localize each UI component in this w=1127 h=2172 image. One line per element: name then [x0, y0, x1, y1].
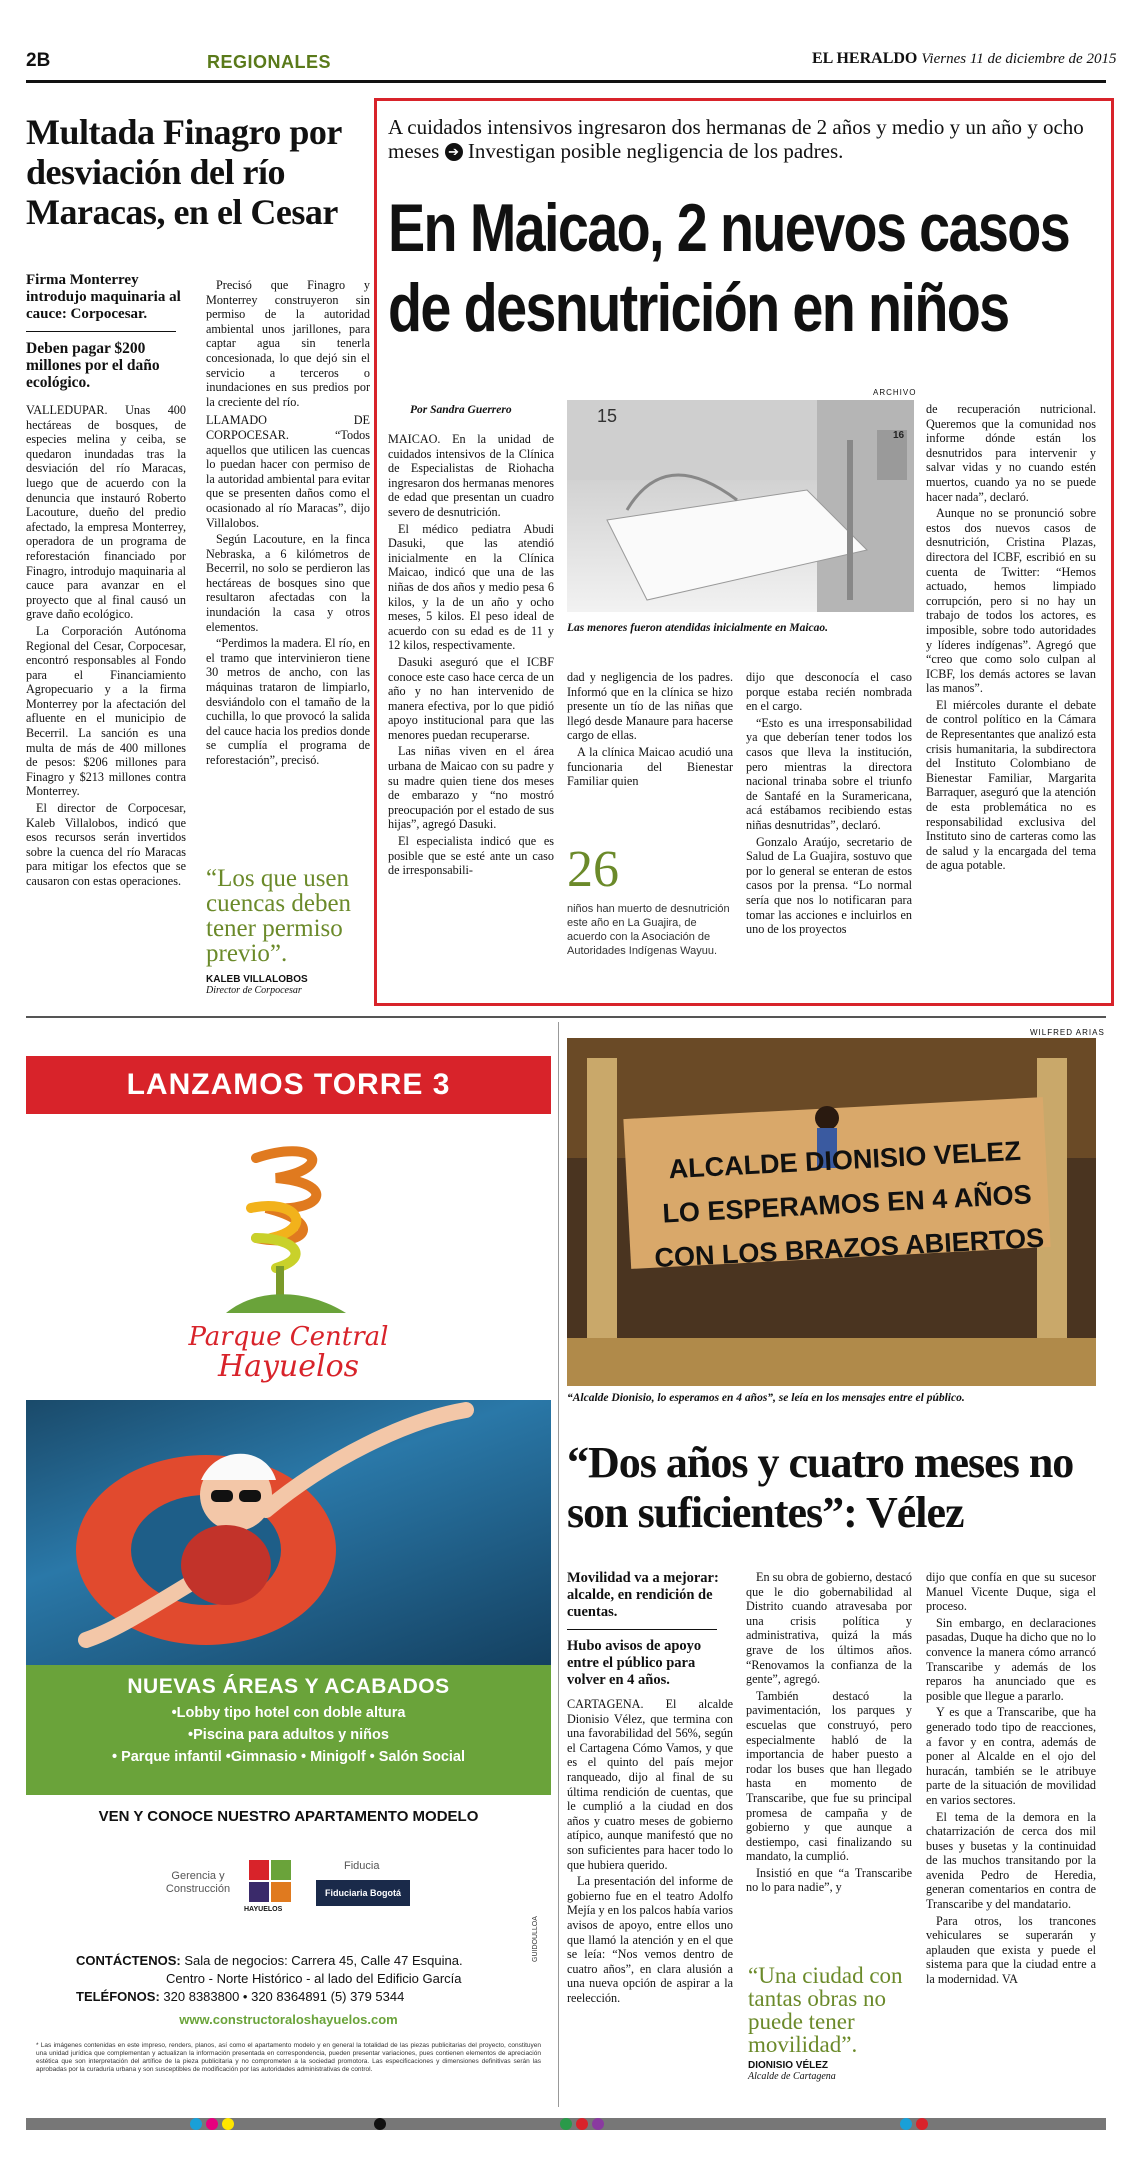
finagro-col2	[206, 278, 370, 770]
finagro-col1	[26, 272, 186, 891]
registration-dot	[900, 2118, 912, 2130]
velez-para: Y es que a Transcaribe, que ha generado todo tipo de reacciones, a favor y en contra, además de poner al Alcalde en el ojo del huracán, también se le atribuye parte de la situación de movilidad en varios sectores.	[926, 1705, 1096, 1807]
velez-para: CARTAGENA. El alcalde Dionisio Vélez, que termina con una favorabilidad del 56%, según el Cartagena Cómo Vamos, y que es el quinto del país mejor ranqueado, dijo al final de su última rendición de cuentas, que le cumplió a la ciudad en dos años y cuatro meses de gobierno atípico, aunque manifestó que no son suficientes para hacer todo lo que hubiera querido.	[567, 1697, 733, 1872]
banner-line1: ALCALDE DIONISIO VELEZ	[667, 1135, 1022, 1185]
finagro-pullquote	[206, 866, 366, 996]
masthead	[812, 50, 1116, 68]
ad-contact	[76, 1952, 536, 2006]
banner-line2: LO ESPERAMOS EN 4 AÑOS	[661, 1179, 1033, 1229]
maicao-para: El especialista indicó que es posible que se esté ante un caso de irresponsabili-	[388, 834, 554, 878]
banner-line3: CON LOS BRAZOS ABIERTOS	[653, 1222, 1045, 1274]
velez-headline: “Dos años y cuatro meses no son suficientes”: Vélez	[567, 1438, 1074, 1537]
section-divider	[26, 1016, 1106, 1018]
maicao-photo-credit: ARCHIVO	[873, 388, 917, 397]
velez-col2	[746, 1570, 912, 1897]
brand-line2: Hayuelos	[217, 1349, 360, 1384]
maicao-para: El médico pediatra Abudi Dasuki, que las atendió inicialmente en la Clínica Maicao, indicó que una de las niñas de dos años y medio pesa 6 kilos, y la de un año y ocho meses, 5 kilos. El peso ideal de acuerdo con su edad es de 11 y 12 kilos, respectivamente.	[388, 521, 554, 653]
maicao-headline	[388, 188, 1108, 358]
finagro-headline: Multada Finagro por desviación del río Maracas, en el Cesar	[26, 112, 342, 232]
maicao-stat	[567, 842, 733, 958]
date: Viernes 11 de diciembre de 2015	[921, 51, 1117, 67]
contact-label: CONTÁCTENOS:	[76, 1953, 181, 1968]
feature2: •Piscina para adultos y niños	[188, 1727, 389, 1743]
maicao-col1	[388, 432, 554, 880]
features-title: NUEVAS ÁREAS Y ACABADOS	[127, 1675, 450, 1698]
registration-dot	[916, 2118, 928, 2130]
maicao-para: Dasuki aseguró que el ICBF conoce este caso hace cerca de un año y no han intervenido de manera efectiva, por lo que pidió apoyo institucional para que las menores puedan recuperarse.	[388, 654, 554, 742]
girl-floating-photo	[26, 1400, 551, 1665]
stat-text: niños han muerto de desnutrición este año en La Guajira, de acuerdo con la Asociación de Autoridades Indígenas Wayuu.	[567, 903, 730, 957]
velez-para: dijo que confía en que su sucesor Manuel Vicente Duque, siga el proceso.	[926, 1570, 1096, 1614]
contact-text2: Centro - Norte Histórico - al lado del Edificio García	[166, 1971, 462, 1986]
sub-divider	[567, 1629, 717, 1630]
advertisement[interactable]	[26, 1022, 551, 2107]
velez-para: Para otros, los trancones vehiculares se superarán y aplauden que exista y puede el sistema para que la ciudad entre a la modernidad. VA	[926, 1913, 1096, 1987]
fiduciaria-logo: Fiduciaria Bogotá	[316, 1880, 410, 1906]
registration-dot	[374, 2118, 386, 2130]
maicao-photo-caption: Las menores fueron atendidas inicialmente en Maicao.	[567, 622, 828, 634]
tree-logo-icon	[196, 1138, 376, 1323]
registration-dot	[576, 2118, 588, 2130]
maicao-para: El miércoles durante el debate de control político en la Cámara de Representantes que analizó esta crisis humanitaria, la subdirectora del Instituto Colombiano de Bienestar Familiar, Margarita Barraquer, aseguró que la atención de esta problemática no es responsabilidad exclusiva del Instituto sino de carteras como las de salud y la encargada del tema de agua potable.	[926, 697, 1096, 873]
velez-col1	[567, 1570, 733, 2007]
phones-label: TELÉFONOS:	[76, 1989, 160, 2004]
velez-sub1: Movilidad va a mejorar: alcalde, en rendición de cuentas.	[567, 1570, 719, 1620]
header-rule	[26, 80, 1106, 83]
finagro-sub2: Deben pagar $200 millones por el daño ecológico.	[26, 340, 160, 391]
headline-line2: de desnutrición en niños	[388, 270, 1009, 346]
ad-visit: VEN Y CONOCE NUESTRO APARTAMENTO MODELO	[98, 1808, 479, 1825]
maicao-para: Aunque no se pronunció sobre estos dos nuevos casos de desnutrición, Cristina Plazas, directora del ICBF, escribió en su cuenta de Twitter: “Hemos actuado, hemos limpiado corrupción, pero si no hay un trabajo de todos los actores, es imposible, sobre todo autoridades y líderes indígenas”. Agregó que “creo que como solo culpan al ICBF, los demás actores se lavan las manos”.	[926, 506, 1096, 696]
hayuelos-logo-icon	[249, 1860, 293, 1904]
section-label: REGIONALES	[207, 52, 332, 72]
finagro-sub1: Firma Monterrey introdujo maquinaria al cauce: Corpocesar.	[26, 272, 181, 322]
ad-pool-photo	[26, 1400, 551, 1665]
maicao-col2	[567, 670, 733, 791]
velez-para: Insistió en que “a Transcaribe no lo para nadie”, y	[746, 1865, 912, 1895]
velez-quote-author: DIONISIO VÉLEZ	[748, 2060, 829, 2071]
banner-text	[634, 1127, 1060, 1281]
maicao-para: dijo que desconocía el caso porque estaba recién nombrada en el cargo.	[746, 670, 912, 714]
registration-dot	[222, 2118, 234, 2130]
feature3: • Parque infantil •Gimnasio • Minigolf • Salón Social	[111, 1749, 466, 1765]
finagro-para: La Corporación Autónoma Regional del Cesar, Corpocesar, encontró responsables al Fondo para el Financiamiento Agropecuario y a la firma Monterrey por la afectación del afluente en el municipio de Becerril. La sanción es una multa de más de 400 millones de pesos: $206 millones para Finagro y $213 millones contra Monterrey.	[26, 623, 186, 799]
velez-photo	[567, 1038, 1096, 1386]
ad-brand	[26, 1322, 551, 1382]
velez-para: En su obra de gobierno, destacó que le dio gobernabilidad al Distrito cuando atravesaba por una crisis política y administrativa, quizá la más grave de los últimos años. “Renovamos la confianza de la gente”, agregó.	[746, 1570, 912, 1687]
photo-number2: 16	[893, 430, 905, 441]
paper-name: EL HERALDO	[812, 50, 918, 67]
column-divider	[558, 1022, 559, 2107]
finagro-quote-role: Director de Corpocesar	[206, 985, 302, 996]
feature1: •Lobby tipo hotel con doble altura	[171, 1705, 406, 1721]
velez-pullquote	[748, 1964, 914, 2082]
maicao-col3	[746, 670, 912, 939]
phones: 320 8383800 • 320 8364891 (5) 379 5344	[163, 1989, 405, 2004]
maicao-para: Las niñas viven en el área urbana de Maicao con su padre y su madre quien tiene dos meses de embarazo y “no mostró preocupación por el estado de sus hijas”, agregó Dasuki.	[388, 744, 554, 832]
velez-sub2: Hubo avisos de apoyo entre el público para volver en 4 años.	[567, 1638, 702, 1688]
hayuelos-small: HAYUELOS	[244, 1906, 283, 1913]
photo-number: 15	[597, 406, 618, 426]
stat-number: 26	[567, 841, 619, 898]
finagro-para: “Perdimos la madera. El río, en el tramo que intervinieron tiene 30 metros de ancho, con las máquinas trataron de limpiarlo, desviándolo con el tamaño de la cuchilla, lo que provocó la salida del cauce hacia los predios donde se cumplía el programa de reforestación”, precisó.	[206, 636, 370, 767]
registration-dot	[206, 2118, 218, 2130]
registration-dot	[592, 2118, 604, 2130]
maicao-photo	[567, 400, 914, 612]
page-number: 2B	[26, 50, 51, 71]
contact-text: Sala de negocios: Carrera 45, Calle 47 Esquina.	[184, 1953, 463, 1968]
velez-photo-credit: WILFRED ARIAS	[1030, 1028, 1105, 1037]
maicao-para: MAICAO. En la unidad de cuidados intensivos de la Clínica de Especialistas de Riohacha ingresaron dos hermanas menores de edad que presentan un cuadro severo de desnutrición.	[388, 432, 554, 519]
velez-para: Sin embargo, en declaraciones pasadas, Duque ha dicho que no lo convence la manera cómo arrancó Transcaribe y además de los reparos ha anunciado que es posible que llegue a pararlo.	[926, 1615, 1096, 1703]
finagro-para: Según Lacouture, en la finca Nebraska, a 6 kilómetros de Becerril, no solo se perdieron las hectáreas de bosques sino que resultaron afectadas con la inundación la casa y otros elementos.	[206, 532, 370, 634]
finagro-para: VALLEDUPAR. Unas 400 hectáreas de bosques, de especies melina y ceiba, se quedaron inundadas tras la desviación del río Maracas, luego que de acuerdo con la denuncia que instauró Roberto Lacouture, dueño del predio afectado, la empresa Monterrey, operadora de un programa de reforestación financiado por Finagro, introdujo maquinaria al cauce para avanzar en el proyecto que al final causó un grave daño ecológico.	[26, 403, 186, 622]
ad-banner: LANZAMOS TORRE 3	[26, 1056, 551, 1114]
velez-para: La presentación del informe de gobierno fue en el teatro Adolfo Mejía y en los palcos había varios avisos de apoyo, entre ellos uno que llamó la atención y en el que se leía: “Nos vemos dentro de cuatro años”, en clara alusión a una nueva opción de aspirar a la reelección.	[567, 1874, 733, 2005]
maicao-kicker	[388, 115, 1088, 163]
registration-dot	[560, 2118, 572, 2130]
kicker-text: A cuidados intensivos ingresaron dos hermanas de 2 años y medio y un año y ocho meses	[388, 115, 1084, 163]
arrow-icon: ➔	[445, 143, 463, 161]
maicao-col4	[926, 402, 1096, 875]
byline: Por Sandra Guerrero	[410, 404, 512, 416]
finagro-para: Precisó que Finagro y Monterrey construyeron sin permiso de la autoridad ambiental unos jarillones, para captar agua sin tenerla concesionada, lo que dejó sin el servicio a terceros o inundaciones en sus predios por la creciente del río.	[206, 278, 370, 409]
maicao-para: dad y negligencia de los padres. Informó que en la clínica se hizo presente un tío de las niñas que llegó desde Manaure para hacerse cargo de ellas.	[567, 670, 733, 743]
velez-para: También destacó la pavimentación, los parques y escuelas que construyó, pero especialmente habló de la importancia de haber puesto a rodar los buses que han llegado hasta en momento de Transcaribe, que fue su principal promesa de campaña y de gobierno y que aunque a destiempo, casi finalizando su mandato, la cumplió.	[746, 1688, 912, 1864]
velez-col3	[926, 1570, 1096, 1989]
ad-features	[26, 1665, 551, 1795]
ad-disclaimer: * Las imágenes contenidas en este impreso, renders, planos, así como el apartamento modelo y en general la totalidad de las piezas publicitarias del proyecto, constituyen una unidad jurídica que complementan y actualizan la información presentada en correspondencia, pueden presentar variaciones, pues contienen elementos de apreciación estética que son interpretación del artífice de la pieza publicitaria y no comprometen a la sociedad promotora. Las especificaciones y dimensiones definitivas serán las aprobadas por la curaduría urbana y son susceptibles de modificación por las autoridades administrativas de control.	[36, 2042, 541, 2073]
ad-side-text: GUIDOULLOA	[532, 1916, 539, 1962]
maicao-para: de recuperación nutricional. Queremos que la comunidad nos informe dónde están los desnutridos para intervenir y salvar vidas y no cuando estén muertos, cuando ya no se puede hacer nada”, declaró.	[926, 402, 1096, 504]
velez-quote: “Una ciudad con tantas obras no puede tener movilidad”.	[748, 1963, 903, 2057]
maicao-para: A la clínica Maicao acudió una funcionaria del Bienestar Familiar quien	[567, 744, 733, 789]
finagro-quote: “Los que usen cuencas deben tener permiso previo”.	[206, 865, 352, 967]
gerencia-label: Gerencia y Construcción	[165, 1870, 231, 1895]
fiducia-label: Fiducia	[344, 1860, 380, 1872]
hospital-bed-photo	[567, 400, 914, 612]
maicao-para: “Esto es una irresponsabilidad ya que deberían tener todos los casos que lleva la institución, pero mientras la directora nacional trinaba sobre el triunfo de Santafé en la Suramericana, acá estábamos recibiendo estas niñas desnutridas”, declaró.	[746, 715, 912, 832]
kicker-text2: Investigan posible negligencia de los padres.	[467, 139, 844, 163]
headline-line1: En Maicao, 2 nuevos casos	[388, 190, 1070, 266]
maicao-para: Gonzalo Araújo, secretario de Salud de La Guajira, sostuvo que por lo general se enteran de estos casos por la prensa. “Lo normal sería que nos lo notificaran para tomar las acciones e incluirlos en uno de los proyectos	[746, 834, 912, 937]
velez-para: El tema de la demora en la chatarrización de cerca dos mil buses y busetas y la continuidad de las muchos transitando por la avenida Pedro de Heredia, generan comentarios en contra de Transcaribe y del mandatario.	[926, 1809, 1096, 1912]
finagro-quote-author: KALEB VILLALOBOS	[206, 974, 308, 985]
ad-url[interactable]: www.constructoraloshayuelos.com	[179, 2012, 398, 2027]
finagro-para: LLAMADO DE CORPOCESAR. “Todos aquellos que utilicen las cuencas lo puedan hacer con permiso de la autoridad ambiental para evitar que se presenten daños como el ocasionado al río Maracas”, dijo Villalobos.	[206, 413, 370, 530]
finagro-para: El director de Corpocesar, Kaleb Villalobos, indicó que esos recursos serán invertidos sobre la cuenca del río Maracas para mitigar los efectos que se causaron con estas operaciones.	[26, 801, 186, 888]
brand-line1: Parque Central	[188, 1322, 389, 1352]
velez-quote-role: Alcalde de Cartagena	[748, 2071, 836, 2082]
registration-dot	[190, 2118, 202, 2130]
velez-photo-caption: “Alcalde Dionisio, lo esperamos en 4 años”, se leía en los mensajes entre el público.	[567, 1392, 965, 1404]
sub-divider	[26, 331, 176, 332]
